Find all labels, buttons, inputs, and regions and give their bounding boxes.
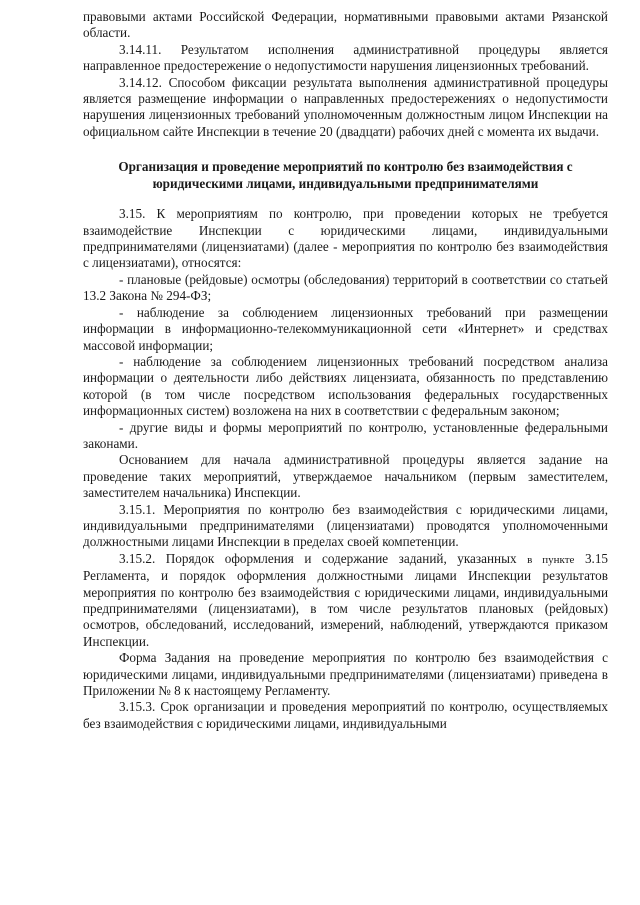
paragraph-3-15-2 <box>83 551 608 650</box>
list-item-information-analysis: - наблюдение за соблюдением лицензионных требований посредством анализа информации о деятельности либо действиях лицензиата, обязанность по представлению которой (в том числе посредством использования федеральных государственных информационных систем) возложена на них в соответствии с федеральным законом; <box>83 353 608 419</box>
paragraph-grounds: Основанием для начала административной процедуры является задание на проведение таких мероприятий, утверждаемое начальником (первым заместителем, заместителем начальника) Инспекции. <box>83 452 608 501</box>
paragraph-3-15-2-small: в пункте <box>527 553 575 566</box>
paragraph-3-15-2-start: 3.15.2. Порядок оформления и содержание заданий, указанных <box>119 550 528 566</box>
document-text <box>83 9 608 732</box>
list-item-internet-monitoring: - наблюдение за соблюдением лицензионных требований при размещении информации в информационно-телекоммуникационной сети «Интернет» и средствах массовой информации; <box>83 304 608 353</box>
paragraph-continuation: правовыми актами Российской Федерации, нормативными правовыми актами Рязанской области. <box>83 9 608 41</box>
paragraph-3-15: 3.15. К мероприятиям по контролю, при проведении которых не требуется взаимодействие Инспекции с юридическими лицами, индивидуальными предпринимателями (лицензиатами) (далее - мероприятия по контролю без взаимодействия с лицензиатами), относятся: <box>83 206 608 271</box>
paragraph-task-form: Форма Задания на проведение мероприятия по контролю без взаимодействия с юридическими лицами, индивидуальными предпринимателями (лицензиатами) приведена в Приложении № 8 к настоящему Регламенту. <box>83 650 608 699</box>
list-item-raid-inspections: - плановые (рейдовые) осмотры (обследования) территорий в соответствии со статьей 13.2 Закона № 294-ФЗ; <box>83 271 608 304</box>
paragraph-3-14-12: 3.14.12. Способом фиксации результата выполнения административной процедуры является размещение информации о направленных предостережениях о недопустимости нарушения лицензионных требований уполномоченным должностным лицом Инспекции на официальном сайте Инспекции в течение 20 (двадцати) рабочих дней с момента их выдачи. <box>83 74 608 139</box>
section-heading: Организация и проведение мероприятий по контролю без взаимодействия с юридическими лицами, индивидуальными предпринимателями <box>118 159 573 192</box>
paragraph-3-15-3: 3.15.3. Срок организации и проведения мероприятий по контролю, осуществляемых без взаимодействия с юридическими лицами, индивидуальными <box>83 699 608 731</box>
paragraph-3-14-11: 3.14.11. Результатом исполнения административной процедуры является направленное предостережение о недопустимости нарушения лицензионных требований. <box>83 41 608 74</box>
list-item-other-forms: - другие виды и формы мероприятий по контролю, установленные федеральными законами. <box>83 419 608 451</box>
paragraph-3-15-1: 3.15.1. Мероприятия по контролю без взаимодействия с юридическими лицами, индивидуальными предпринимателями (лицензиатами) проводятся уполномоченными должностными лицами Инспекции в пределах своей компетенции. <box>83 501 608 550</box>
paragraph-3-15-2-end: 3.15 Регламента, и порядок оформления должностными лицами Инспекции результатов мероприятия по контролю без взаимодействия с юридическими лицами, индивидуальными предпринимателями (лицензиатами), в том числе результатов плановых (рейдовых) осмотров, обследований, исследований, измерений, наблюдений, утверждаются приказом Инспекции. <box>83 550 609 649</box>
